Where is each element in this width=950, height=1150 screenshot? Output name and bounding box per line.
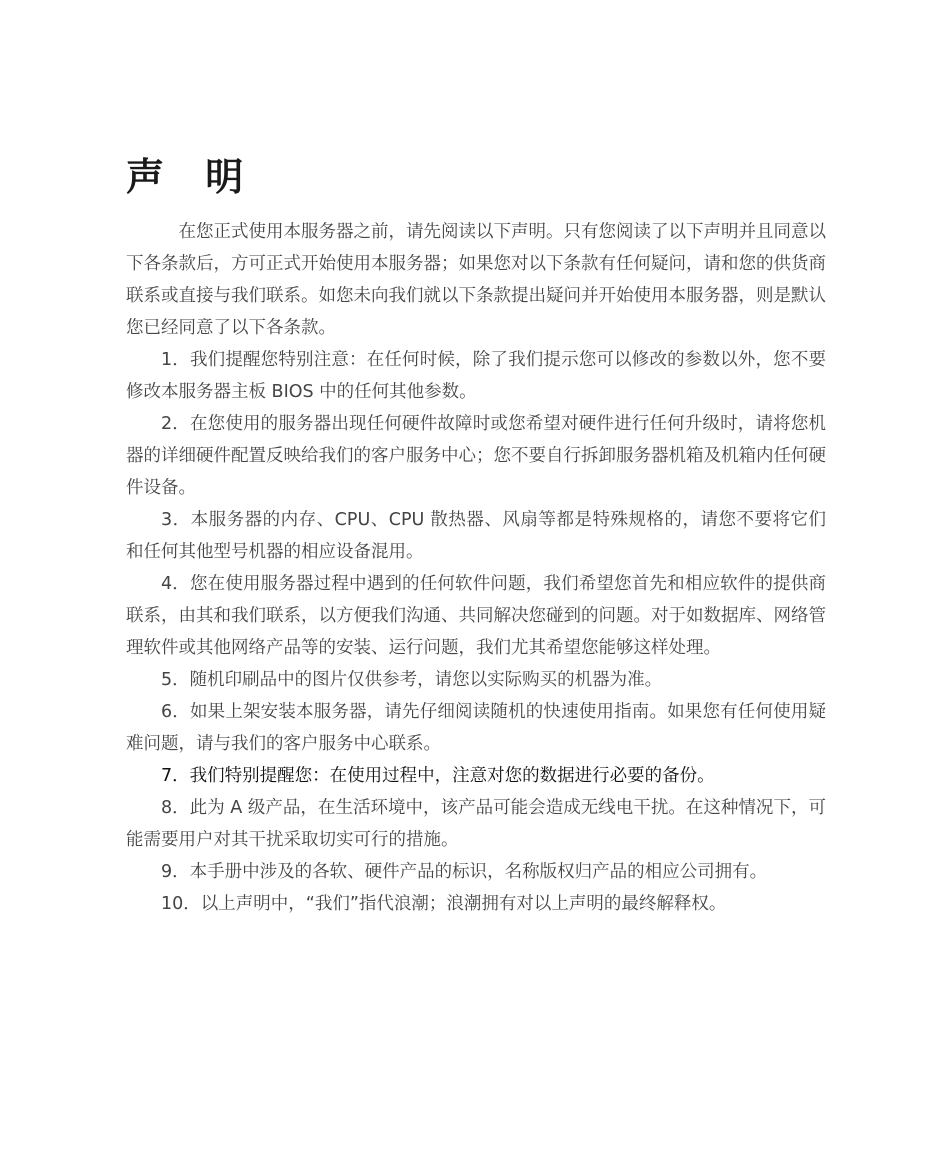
intro-paragraph: 在您正式使用本服务器之前，请先阅读以下声明。只有您阅读了以下声明并且同意以下各条款后，方可正式开始使用本服务器；如果您对以下条款有任何疑问，请和您的供货商联系或直接与我们联系。如您未向我们就以下条款提出疑问并开始使用本服务器，则是默认您已经同意了以下各条款。: [126, 222, 826, 338]
statement-item-10: 10．以上声明中，“我们”指代浪潮；浪潮拥有对以上声明的最终解释权。: [161, 894, 727, 914]
statement-item-3: 3．本服务器的内存、CPU、CPU 散热器、风扇等都是特殊规格的，请您不要将它们和任何其他型号机器的相应设备混用。: [126, 510, 826, 562]
statement-item-1: 1．我们提醒您特别注意：在任何时候，除了我们提示您可以修改的参数以外，您不要修改本服务器主板 BIOS 中的任何其他参数。: [126, 350, 826, 402]
page-title: 声 明: [126, 155, 258, 199]
statement-item-9: 9．本手册中涉及的各软、硬件产品的标识，名称版权归产品的相应公司拥有。: [161, 862, 768, 882]
statement-item-7: 7．我们特别提醒您：在使用过程中，注意对您的数据进行必要的备份。: [161, 766, 715, 786]
statement-item-4: 4．您在使用服务器过程中遇到的任何软件问题，我们希望您首先和相应软件的提供商联系，由其和我们联系，以方便我们沟通、共同解决您碰到的问题。对于如数据库、网络管理软件或其他网络产品等的安装、运行问题，我们尤其希望您能够这样处理。: [126, 574, 826, 658]
statement-item-2: 2．在您使用的服务器出现任何硬件故障时或您希望对硬件进行任何升级时，请将您机器的详细硬件配置反映给我们的客户服务中心；您不要自行拆卸服务器机箱及机箱内任何硬件设备。: [126, 414, 826, 498]
statement-item-5: 5．随机印刷品中的图片仅供参考，请您以实际购买的机器为准。: [161, 670, 663, 690]
statement-item-6: 6．如果上架安装本服务器，请先仔细阅读随机的快速使用指南。如果您有任何使用疑难问题，请与我们的客户服务中心联系。: [126, 702, 826, 754]
statement-page: [126, 152, 826, 920]
statement-item-8: 8．此为 A 级产品，在生活环境中，该产品可能会造成无线电干扰。在这种情况下，可能需要用户对其干扰采取切实可行的措施。: [126, 798, 826, 850]
